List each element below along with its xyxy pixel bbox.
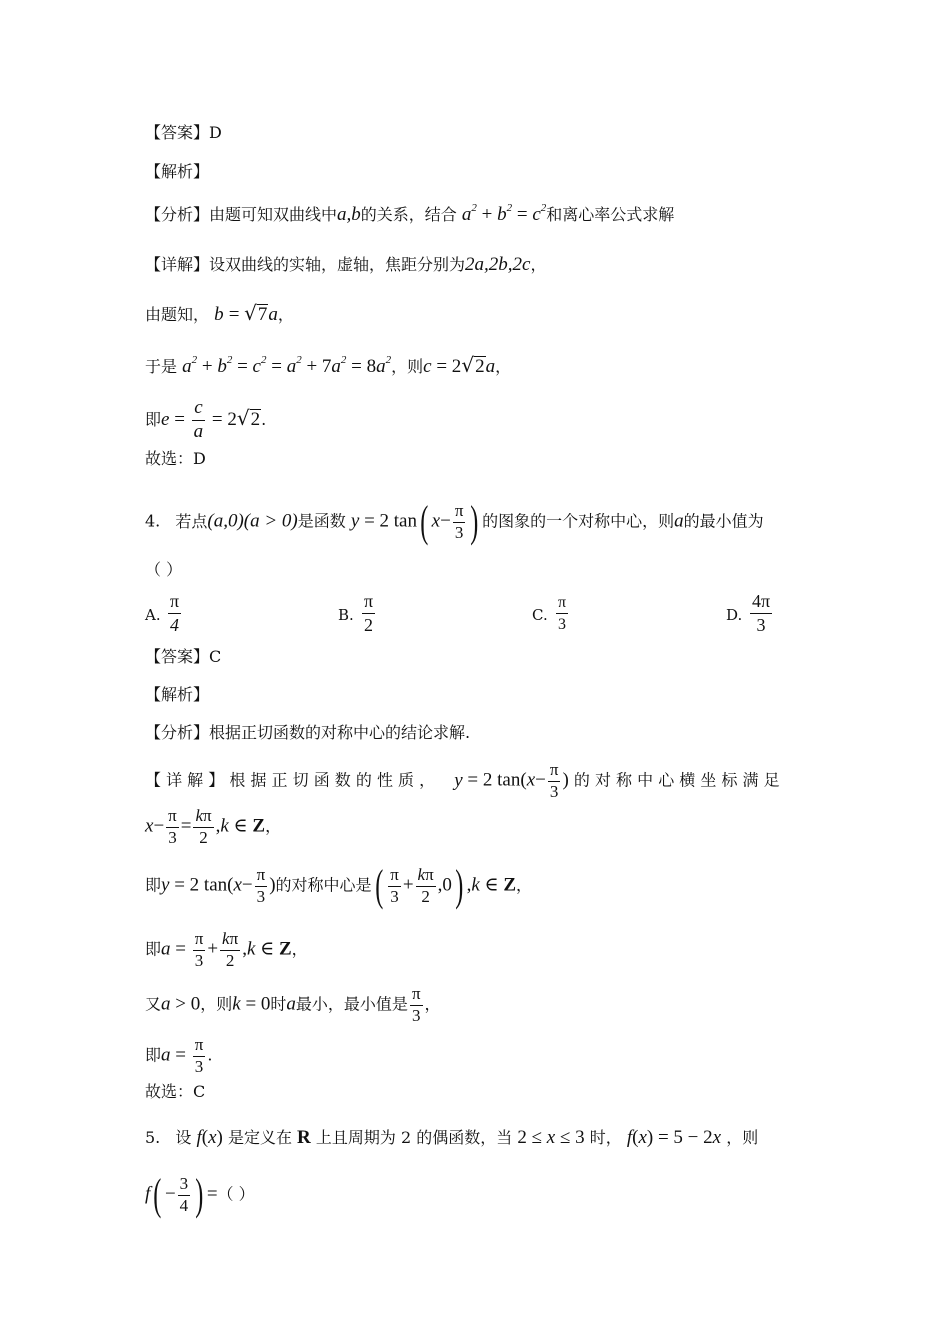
q4-stem: 4. 若点(a,0)(a > 0)是函数 y = 2 tan( x− $\frac{\pi}{3}$ ) 的图象的一个对称中心，则a的最小值为 [145,497,764,546]
q3-answer-line [145,125,222,141]
q4-condition-line: x− $\frac{\pi}{3}$ = $\frac{k\pi}{2}$ ,k ∈ Z， [145,806,282,847]
q4-blank: （ ） [145,560,183,579]
q3-choose-line: 故选：D [145,449,206,468]
point-expr: (a,0)(a > 0) [207,510,298,532]
option-b-value: $\frac{\pi}{2}$ [364,591,374,635]
q3-ecc-line: 即e = $\frac{c}{a}$ = 2 √ 2 . [145,397,267,442]
pythag-formula: $a^2 + b^2 = c^2$ [461,202,547,225]
question-number: 5. [145,1128,161,1147]
answer-tag: 【答案】 [145,123,210,142]
option-d-value: $\frac{4\pi}{3}$ [752,591,771,635]
q4-analysis-heading: 【解析】 [145,685,210,704]
q5-stem: 5. 设 f(x) 是定义在 R 上且周期为 2 的偶函数，当 2 ≤ x ≤ 3 时， f(x) = 5 − 2x ，则 [145,1127,759,1148]
q4-a-line: 即a = $\frac{\pi}{3}$ + $\frac{k\pi}{2}$ ,k ∈ Z， [145,929,308,970]
q3-fenxi-line: 【分析】由题可知双曲线中a,b的关系，结合 $a^2 + b^2 = c^2$和离心率公式求解 [145,202,675,225]
q3-given-line: 由题知， b = √ 7 a， [145,301,294,325]
equation-chain: $a^2 + b^2 = c^2 = a^2 + 7a^2 = 8a^2$ [182,354,392,377]
option-c-value: $\frac{\pi}{3}$ [558,594,567,633]
q3-detail-line: 【详解】设双曲线的实轴，虚轴，焦距分别为2a,2b,2c， [145,254,547,275]
q4-min-line: 又a > 0，则k = 0时a最小，最小值是 $\frac{\pi}{3}$ ， [145,984,441,1025]
q3-analysis-heading: 【解析】 [145,162,210,181]
option-a-value: $\frac{\pi}{4}$ [170,591,180,635]
q4-result-line: 即a = $\frac{\pi}{3}$ . [145,1035,213,1076]
q5-tail: f( − $\frac{3}{4}$ ) =（ ） [145,1170,255,1219]
q4-choose-line: 故选：C [145,1082,206,1101]
q4-fenxi-line: 【分析】根据正切函数的对称中心的结论求解. [145,723,471,742]
q4-center-line: 即y = 2 tan(x− $\frac{\pi}{3}$ )的对称中心是( $\frac{\pi}{3}$ + $\frac{k\pi}{2}$ ,0) ,k ∈ Z， [145,861,533,910]
ecc-fraction: $\frac{c}{a}$ [193,397,204,442]
sqrt-seven: √ 7 [244,301,268,325]
q4-answer-line: 【答案】C [145,647,222,666]
option-a-label: A. [145,606,161,624]
q4-detail-line: 【 详 解 】 根 据 正 切 函 数 的 性 质 ， y = 2 tan(x− $\frac{\pi}{3}$ ) 的 对 称 中 心 横 坐 标 满 足 [145,760,780,801]
question-number: 4. [145,511,161,531]
q3-answer-value: D [209,123,222,142]
q4-answer-value: C [209,647,222,666]
option-b-label: B. [338,606,354,624]
option-c-label: C. [532,606,548,624]
q3-then-line: 于是 $a^2 + b^2 = c^2 = a^2 + 7a^2 = 8a^2$，则c = 2 √ 2 a， [145,353,512,377]
option-d-label: D. [726,606,743,624]
